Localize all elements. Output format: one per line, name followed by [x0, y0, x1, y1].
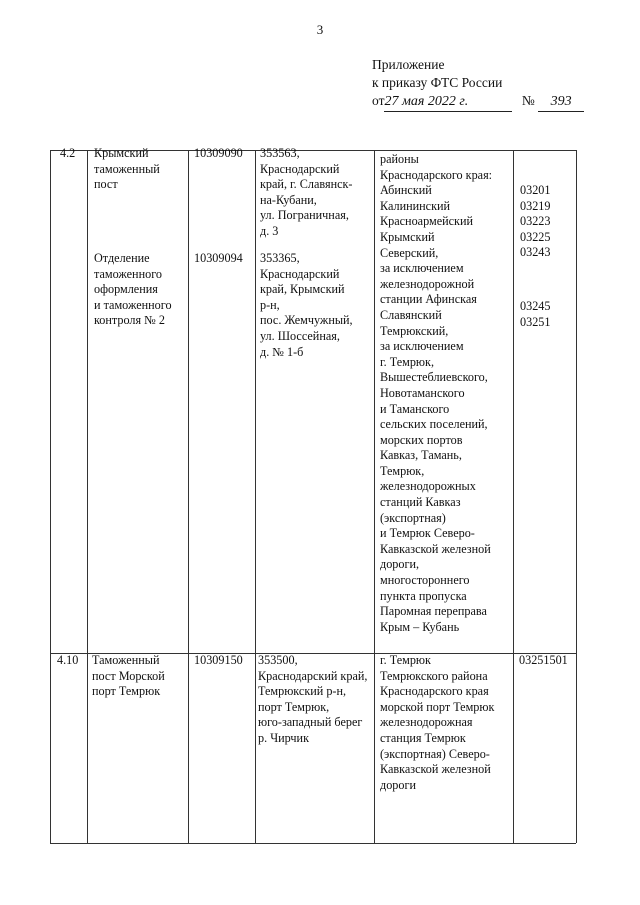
region-codes: 03245 03251: [520, 299, 551, 329]
column-divider: [513, 150, 514, 843]
region-codes: 03251501: [519, 653, 568, 667]
annex-date-prefix: от: [372, 93, 385, 108]
column-divider: [255, 150, 256, 843]
page-number: 3: [316, 22, 324, 37]
post-address: 353500, Краснодарский край, Темрюкский р-н, порт Темрюк, юго-западный берег р. Чирчик: [258, 653, 368, 745]
region-description: г. Темрюк Темрюкского района Краснодарского края морской порт Темрюк железнодорожная станция Темрюк (экспортная) Северо- Кавказской железной дороги: [380, 653, 495, 792]
table-border-left: [50, 150, 51, 843]
annex-order-ref: к приказу ФТС России: [372, 75, 503, 90]
post-code: 10309094: [194, 251, 243, 265]
post-name: Таможенный пост Морской порт Темрюк: [92, 653, 165, 699]
column-divider: [188, 150, 189, 843]
table-border-bottom: [50, 843, 576, 844]
post-address: 353563, Краснодарский край, г. Славянск- на-Кубани, ул. Пограничная, д. 3: [260, 146, 353, 238]
post-code: 10309150: [194, 653, 243, 667]
row-number: 4.10: [57, 653, 79, 667]
post-name: Крымский таможенный пост: [94, 146, 160, 192]
table-border-right: [576, 150, 577, 843]
annex-header: [372, 56, 584, 112]
annex-number-sign: №: [521, 93, 535, 108]
row-number: 4.2: [60, 146, 76, 160]
post-address: 353365, Краснодарский край, Крымский р-н, пос. Жемчужный, ул. Шоссейная, д. № 1-б: [260, 251, 353, 359]
annex-number: 393: [538, 93, 584, 112]
annex-date: 27 мая 2022 г.: [384, 93, 512, 112]
column-divider: [87, 150, 88, 843]
annex-title: Приложение: [372, 57, 445, 72]
post-name: Отделение таможенного оформления и таможенного контроля № 2: [94, 251, 172, 328]
region-codes: 03201 03219 03223 03225 03243: [520, 183, 551, 260]
region-description: районы Краснодарского края: Абинский Калининский Красноармейский Крымский Северский, за исключением железнодорожной станции Афинская Славянский Темрюкский, за исключением г. Темрюк, Вышестеблиевского, Новотаманского и Таманского сельских поселений, морских портов Кавказ, Тамань, Темрюк, железнодорожных станций Кавказ (экспортная) и Темрюк Северо- Кавказской железной дороги, многостороннего пункта пропуска Паромная переправа Крым – Кубань: [380, 152, 493, 634]
column-divider: [374, 150, 375, 843]
post-code: 10309090: [194, 146, 243, 160]
annex-date-line: [372, 92, 584, 112]
